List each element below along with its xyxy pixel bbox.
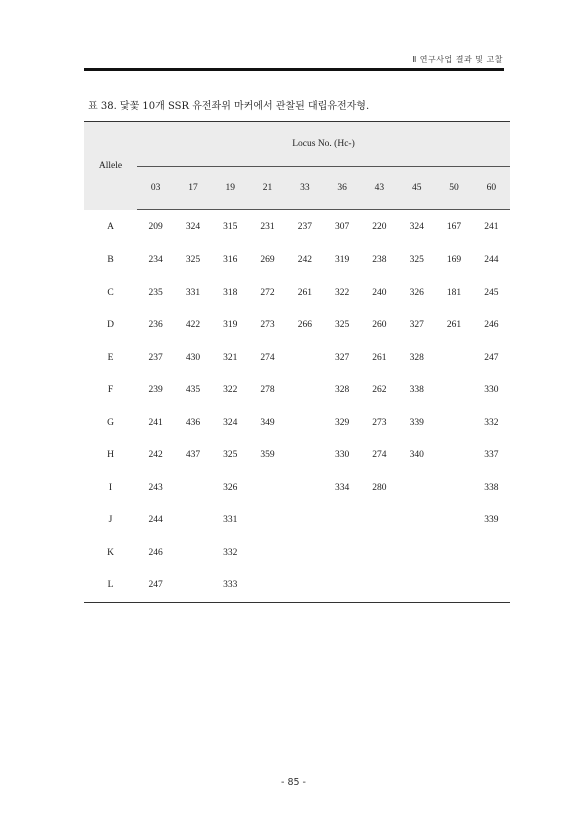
allele-size-cell: 231 — [260, 222, 275, 232]
allele-size-cell: 322 — [223, 385, 238, 396]
allele-size-cell: 332 — [223, 547, 238, 558]
locus-header-cell: 19 — [212, 167, 249, 210]
allele-label-cell: A — [107, 221, 114, 232]
allele-size-cell: 430 — [185, 352, 201, 363]
allele-size-cell: 437 — [185, 450, 201, 461]
allele-size-cell — [473, 569, 510, 602]
allele-size-cell: 262 — [372, 385, 387, 396]
locus-header-cell: 21 — [249, 167, 286, 210]
allele-label-cell: F — [107, 385, 114, 396]
allele-size-cell: 330 — [484, 385, 499, 396]
allele-column-header: Allele — [84, 122, 137, 210]
allele-size-cell — [286, 504, 323, 537]
table-header-row — [84, 122, 510, 167]
allele-size-cell: 234 — [148, 255, 163, 266]
locus-header-cell: 50 — [435, 167, 472, 210]
locus-column-group-header: Locus No. (Hc-) — [137, 122, 510, 167]
allele-size-cell: 324 — [409, 222, 424, 232]
allele-size-cell: 240 — [372, 287, 387, 298]
table-caption: 표 38. 닻꽃 10개 SSR 유전좌위 마커에서 관찰된 대립유전자형. — [88, 101, 370, 112]
allele-label-cell: G — [107, 417, 114, 428]
allele-size-cell: 315 — [223, 222, 238, 232]
allele-label-cell: C — [107, 287, 114, 298]
locus-number-row — [84, 167, 510, 210]
allele-size-cell: 327 — [335, 352, 350, 363]
allele-size-cell — [361, 569, 398, 602]
allele-size-cell — [174, 472, 211, 505]
allele-size-cell: 247 — [137, 569, 174, 602]
allele-size-cell: 359 — [260, 450, 275, 461]
allele-size-cell — [473, 537, 510, 570]
allele-label-cell: I — [108, 482, 113, 493]
allele-size-cell: 319 — [223, 320, 238, 331]
allele-size-cell — [249, 472, 286, 505]
table-row — [84, 210, 510, 245]
allele-size-cell: 274 — [260, 352, 275, 363]
allele-size-cell: 261 — [446, 320, 462, 331]
allele-size-cell: 327 — [409, 320, 424, 331]
allele-size-cell: 239 — [148, 385, 163, 396]
allele-size-cell — [435, 374, 472, 407]
allele-size-cell: 209 — [148, 222, 163, 232]
locus-header-cell: 60 — [473, 167, 510, 210]
allele-size-cell: 273 — [372, 417, 387, 428]
allele-size-cell: 324 — [185, 222, 201, 232]
table-row — [84, 537, 510, 570]
allele-size-cell: 261 — [372, 352, 387, 363]
allele-size-cell — [398, 569, 435, 602]
allele-size-cell: 278 — [260, 385, 275, 396]
table-row — [84, 472, 510, 505]
allele-size-cell: 338 — [484, 482, 499, 493]
allele-size-cell — [249, 504, 286, 537]
allele-size-cell — [174, 537, 211, 570]
allele-size-cell — [286, 472, 323, 505]
allele-label-cell: D — [107, 320, 114, 331]
allele-label-cell: L — [84, 569, 137, 602]
table-row — [84, 342, 510, 375]
table-body — [84, 210, 510, 603]
locus-header-cell: 17 — [174, 167, 211, 210]
allele-size-cell: 337 — [484, 450, 499, 461]
allele-size-cell — [398, 504, 435, 537]
allele-size-cell: 318 — [223, 287, 238, 298]
allele-size-cell: 181 — [446, 287, 462, 298]
table-row — [84, 374, 510, 407]
allele-size-cell — [361, 504, 398, 537]
allele-size-cell — [435, 342, 472, 375]
table-row — [84, 277, 510, 310]
locus-header-cell: 33 — [286, 167, 323, 210]
allele-size-cell — [286, 537, 323, 570]
allele-size-cell: 324 — [223, 417, 238, 428]
allele-label-cell: J — [108, 515, 113, 526]
table-row — [84, 309, 510, 342]
allele-size-cell — [435, 439, 472, 472]
allele-size-cell: 169 — [446, 255, 462, 266]
allele-size-cell: 325 — [223, 450, 238, 461]
allele-size-cell: 331 — [185, 287, 201, 298]
allele-size-cell — [174, 504, 211, 537]
allele-size-cell: 339 — [409, 417, 424, 428]
allele-table — [84, 121, 510, 603]
allele-size-cell: 422 — [185, 320, 201, 331]
allele-size-cell: 349 — [260, 417, 275, 428]
table-row — [84, 407, 510, 440]
allele-size-cell: 280 — [372, 482, 387, 493]
allele-size-cell: 328 — [335, 385, 350, 396]
allele-label-cell: B — [107, 255, 114, 266]
allele-size-cell: 246 — [148, 547, 163, 558]
allele-size-cell: 322 — [335, 287, 350, 298]
allele-size-cell — [361, 537, 398, 570]
allele-size-cell: 332 — [484, 417, 499, 428]
allele-size-cell: 261 — [297, 287, 312, 298]
allele-size-cell: 321 — [223, 352, 238, 363]
allele-size-cell — [286, 342, 323, 375]
allele-size-cell: 329 — [335, 417, 350, 428]
allele-size-cell: 220 — [372, 222, 387, 232]
allele-size-cell — [249, 537, 286, 570]
allele-size-cell — [435, 569, 472, 602]
allele-size-cell: 167 — [446, 222, 462, 232]
allele-size-cell — [435, 504, 472, 537]
allele-size-cell — [435, 407, 472, 440]
allele-size-cell: 325 — [185, 255, 201, 266]
allele-size-cell — [174, 569, 211, 602]
allele-size-cell: 242 — [297, 255, 312, 266]
allele-size-cell: 237 — [148, 352, 163, 363]
allele-size-cell: 241 — [484, 222, 499, 232]
allele-size-cell — [435, 537, 472, 570]
allele-size-cell: 244 — [484, 255, 499, 266]
allele-size-cell — [398, 472, 435, 505]
allele-size-cell: 334 — [335, 482, 350, 493]
allele-size-cell: 246 — [484, 320, 499, 331]
allele-size-cell: 260 — [372, 320, 387, 331]
locus-header-cell: 43 — [361, 167, 398, 210]
allele-size-cell: 328 — [409, 352, 424, 363]
allele-size-cell — [323, 537, 360, 570]
allele-size-cell: 338 — [409, 385, 424, 396]
table-row — [84, 244, 510, 277]
allele-size-cell: 330 — [335, 450, 350, 461]
allele-label-cell: K — [107, 547, 114, 558]
locus-header-cell: 45 — [398, 167, 435, 210]
allele-size-cell: 236 — [148, 320, 163, 331]
allele-size-cell: 274 — [372, 450, 387, 461]
allele-size-cell: 331 — [223, 515, 238, 526]
allele-size-cell: 435 — [185, 385, 201, 396]
allele-size-cell: 244 — [148, 515, 163, 526]
allele-label-cell: E — [107, 352, 114, 363]
allele-size-cell: 307 — [335, 222, 350, 232]
running-header: Ⅱ 연구사업 결과 및 고찰 — [412, 55, 503, 64]
allele-size-cell: 237 — [297, 222, 312, 232]
allele-size-cell: 269 — [260, 255, 275, 266]
allele-size-cell: 247 — [484, 352, 499, 363]
allele-size-cell: 241 — [148, 417, 163, 428]
allele-size-cell — [286, 569, 323, 602]
allele-size-cell: 242 — [148, 450, 163, 461]
table-row — [84, 439, 510, 472]
allele-label-cell: H — [107, 450, 114, 461]
locus-header-cell: 03 — [137, 167, 174, 210]
allele-size-cell: 325 — [409, 255, 424, 266]
allele-size-cell — [323, 569, 360, 602]
allele-size-cell: 266 — [297, 320, 312, 331]
allele-size-cell — [286, 407, 323, 440]
allele-size-cell — [323, 504, 360, 537]
table-row — [84, 569, 510, 602]
locus-header-cell: 36 — [323, 167, 360, 210]
allele-size-cell — [435, 472, 472, 505]
allele-size-cell: 243 — [148, 482, 163, 493]
allele-size-cell: 272 — [260, 287, 275, 298]
allele-size-cell: 319 — [335, 255, 350, 266]
allele-size-cell: 326 — [409, 287, 424, 298]
allele-size-cell — [249, 569, 286, 602]
table-row — [84, 504, 510, 537]
allele-size-cell: 238 — [372, 255, 387, 266]
allele-size-cell: 339 — [484, 515, 499, 526]
allele-size-cell: 273 — [260, 320, 275, 331]
allele-size-cell — [398, 537, 435, 570]
allele-size-cell: 235 — [148, 287, 163, 298]
allele-size-cell: 325 — [335, 320, 350, 331]
allele-size-cell — [286, 374, 323, 407]
allele-size-cell: 326 — [223, 482, 238, 493]
header-rule — [84, 68, 504, 71]
allele-size-cell: 340 — [409, 450, 424, 461]
allele-size-cell: 333 — [212, 569, 249, 602]
allele-size-cell: 245 — [484, 287, 499, 298]
page-number: - 85 - — [281, 777, 306, 788]
allele-size-cell: 316 — [223, 255, 238, 266]
allele-size-cell — [286, 439, 323, 472]
allele-size-cell: 436 — [185, 417, 201, 428]
